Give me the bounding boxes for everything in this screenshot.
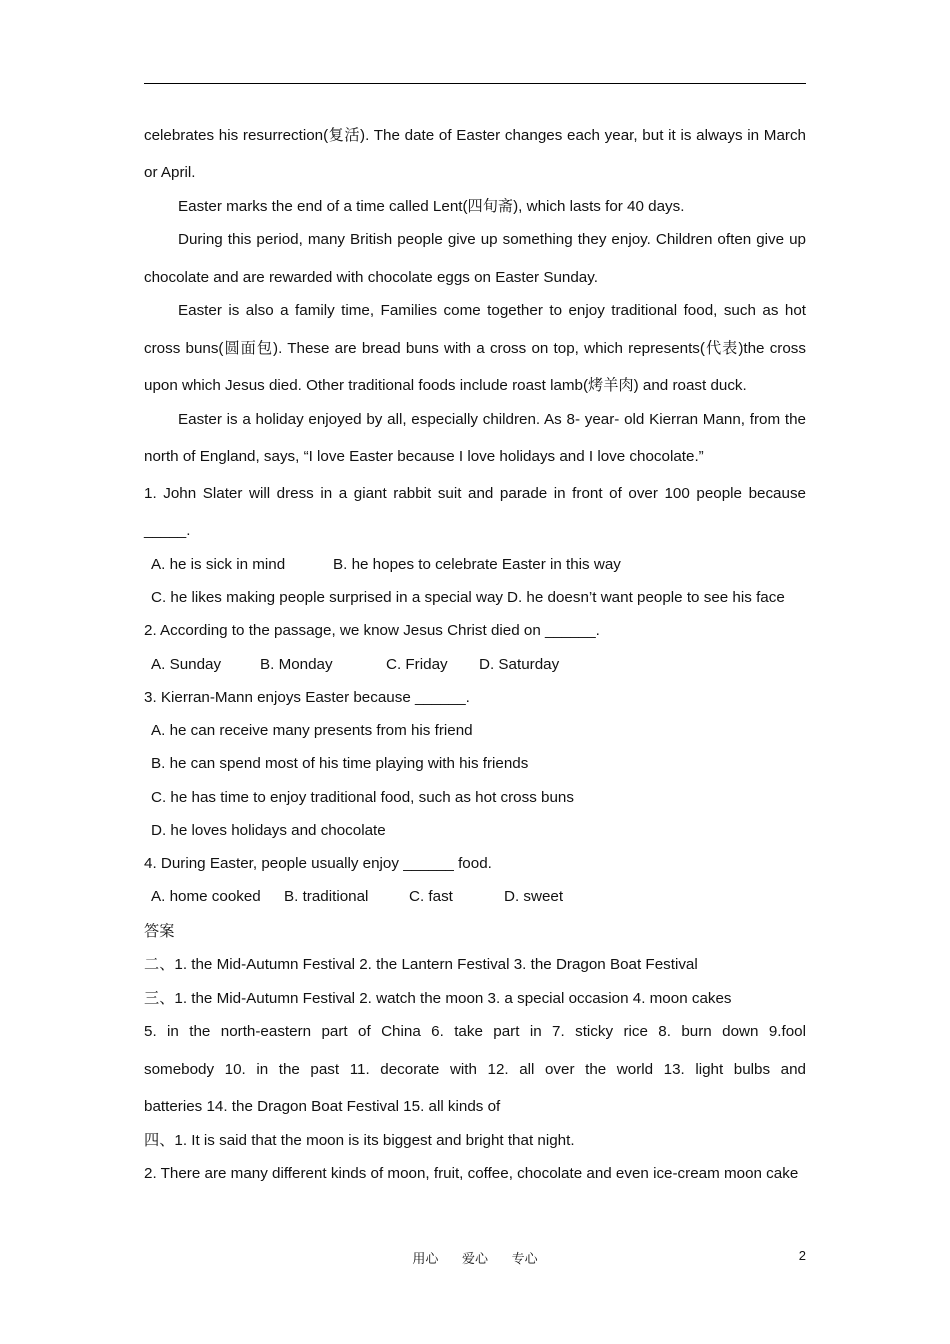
option-c: C. fast <box>409 888 453 905</box>
header-rule <box>144 83 806 84</box>
option-b: B. he hopes to celebrate Easter in this way <box>333 556 621 573</box>
passage-line: celebrates his resurrection(复活). The date of Easter changes each year, but it is always in March <box>144 127 806 144</box>
option-b: B. he can spend most of his time playing with his friends <box>151 755 529 772</box>
passage-line: upon which Jesus died. Other traditional foods include roast lamb(烤羊肉) and roast duck. <box>144 377 747 394</box>
question-1-options-row2 <box>151 588 806 608</box>
passage-line: Easter is also a family time, Families come together to enjoy traditional food, such as hot <box>178 302 806 319</box>
footer-word: 用心 <box>412 1251 439 1266</box>
option-c: C. Friday <box>386 656 448 673</box>
option-a: A. he is sick in mind <box>151 556 286 573</box>
answers-part-3: somebody 10. in the past 11. decorate with 12. all over the world 13. light bulbs and <box>144 1061 806 1078</box>
passage-line: Easter is a holiday enjoyed by all, especially children. As 8- year- old Kierran Mann, from the <box>178 411 806 428</box>
question-3-stem: 3. Kierran-Mann enjoys Easter because ______. <box>144 689 470 706</box>
question-1-options-row1 <box>151 555 806 575</box>
option-d: D. he doesn’t want people to see his face <box>507 589 785 606</box>
option-c: C. he has time to enjoy traditional food, such as hot cross buns <box>151 789 574 806</box>
answers-part-4: 2. There are many different kinds of moon, fruit, coffee, chocolate and even ice-cream moon cake <box>144 1165 799 1182</box>
option-d: D. sweet <box>504 888 564 905</box>
answers-part-4: 四、1. It is said that the moon is its biggest and bright that night. <box>144 1132 575 1149</box>
passage-line: During this period, many British people give up something they enjoy. Children often give up <box>178 231 806 248</box>
option-a: A. Sunday <box>151 656 222 673</box>
answers-part-3: 5. in the north-eastern part of China 6. take part in 7. sticky rice 8. burn down 9.fool <box>144 1023 806 1040</box>
option-a: A. he can receive many presents from his friend <box>151 722 473 739</box>
passage-line: or April. <box>144 164 196 181</box>
option-b: B. Monday <box>260 656 333 673</box>
question-4-options <box>151 887 806 907</box>
passage-line: Easter marks the end of a time called Lent(四旬斋), which lasts for 40 days. <box>178 198 685 215</box>
option-b: B. traditional <box>284 888 369 905</box>
answers-part-2: 二、1. the Mid-Autumn Festival 2. the Lantern Festival 3. the Dragon Boat Festival <box>144 956 698 973</box>
question-1-blank: _____. <box>144 522 191 539</box>
option-a: A. home cooked <box>151 888 261 905</box>
option-d: D. he loves holidays and chocolate <box>151 822 386 839</box>
option-d: D. Saturday <box>479 656 560 673</box>
question-2-stem: 2. According to the passage, we know Jesus Christ died on ______. <box>144 622 600 639</box>
option-c: C. he likes making people surprised in a special way <box>151 589 504 606</box>
passage-line: cross buns(圆面包). These are bread buns with a cross on top, which represents(代表)the cross <box>144 340 806 357</box>
question-1-stem: 1. John Slater will dress in a giant rabbit suit and parade in front of over 100 people because <box>144 485 806 502</box>
page-footer <box>0 1248 950 1267</box>
answers-part-3: batteries 14. the Dragon Boat Festival 15. all kinds of <box>144 1098 501 1115</box>
question-4-stem: 4. During Easter, people usually enjoy ______ food. <box>144 855 492 872</box>
footer-word: 专心 <box>511 1251 538 1266</box>
answers-heading: 答案 <box>144 922 175 940</box>
passage-line: chocolate and are rewarded with chocolate eggs on Easter Sunday. <box>144 269 598 286</box>
question-2-options <box>151 655 806 675</box>
page-number: 2 <box>798 1248 806 1263</box>
passage-line: north of England, says, “I love Easter because I love holidays and I love chocolate.” <box>144 448 704 465</box>
footer-word: 爱心 <box>461 1251 488 1266</box>
answers-part-3: 三、1. the Mid-Autumn Festival 2. watch the moon 3. a special occasion 4. moon cakes <box>144 990 732 1007</box>
